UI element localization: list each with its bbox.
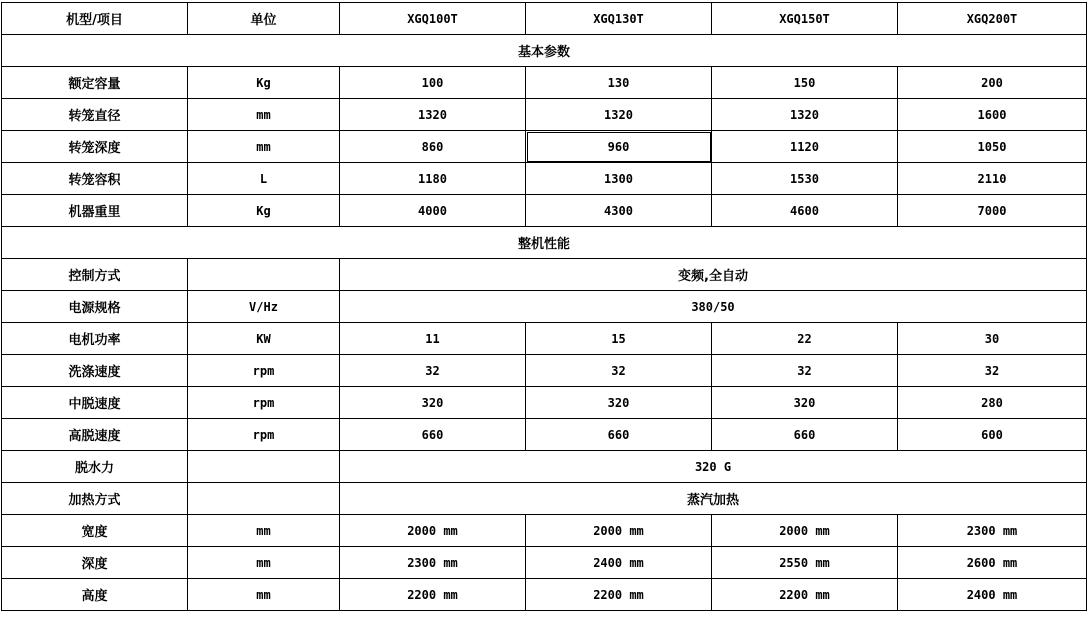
cell-value[interactable]: 660 [712,419,898,451]
table-row [2,195,1087,227]
selected-cell[interactable]: 960 [526,131,712,163]
row-label[interactable]: 脱水力 [2,451,188,483]
row-label[interactable]: 转笼直径 [2,99,188,131]
row-unit[interactable] [188,451,340,483]
merged-value[interactable]: 蒸汽加热 [340,483,1087,515]
table-row [2,515,1087,547]
cell-value[interactable]: 2000 mm [526,515,712,547]
cell-value[interactable]: 2200 mm [526,579,712,611]
cell-value[interactable]: 1320 [340,99,526,131]
cell-value[interactable]: 1600 [898,99,1087,131]
row-unit[interactable]: mm [188,515,340,547]
cell-value[interactable]: 2300 mm [340,547,526,579]
cell-value[interactable]: 320 [340,387,526,419]
header-model[interactable]: XGQ100T [340,3,526,35]
table-row [2,419,1087,451]
table-row [2,291,1087,323]
header-model[interactable]: XGQ150T [712,3,898,35]
row-label[interactable]: 高度 [2,579,188,611]
row-label[interactable]: 额定容量 [2,67,188,99]
row-unit[interactable]: KW [188,323,340,355]
cell-value[interactable]: 2200 mm [340,579,526,611]
section-row [2,35,1087,67]
table-row [2,579,1087,611]
row-unit[interactable] [188,483,340,515]
cell-value[interactable]: 32 [712,355,898,387]
merged-value[interactable]: 380/50 [340,291,1087,323]
cell-value[interactable]: 2000 mm [340,515,526,547]
row-label[interactable]: 转笼容积 [2,163,188,195]
header-item[interactable]: 机型/项目 [2,3,188,35]
row-unit[interactable]: rpm [188,387,340,419]
table-row [2,547,1087,579]
cell-value[interactable]: 4000 [340,195,526,227]
cell-value[interactable]: 600 [898,419,1087,451]
spec-table [1,2,1087,611]
row-unit[interactable]: mm [188,547,340,579]
cell-value[interactable]: 100 [340,67,526,99]
section-row [2,227,1087,259]
cell-value[interactable]: 4300 [526,195,712,227]
table-row [2,323,1087,355]
row-label[interactable]: 高脱速度 [2,419,188,451]
row-unit[interactable]: rpm [188,355,340,387]
cell-value[interactable]: 32 [898,355,1087,387]
cell-value[interactable]: 860 [340,131,526,163]
cell-value[interactable]: 2550 mm [712,547,898,579]
merged-value[interactable]: 320 G [340,451,1087,483]
row-label[interactable]: 宽度 [2,515,188,547]
row-unit[interactable]: rpm [188,419,340,451]
cell-value[interactable]: 280 [898,387,1087,419]
table-row [2,387,1087,419]
row-label[interactable]: 电源规格 [2,291,188,323]
row-unit[interactable]: mm [188,99,340,131]
cell-value[interactable]: 7000 [898,195,1087,227]
cell-value[interactable]: 22 [712,323,898,355]
cell-value[interactable]: 1530 [712,163,898,195]
table-row [2,451,1087,483]
table-row [2,259,1087,291]
cell-value[interactable]: 32 [526,355,712,387]
cell-value[interactable]: 4600 [712,195,898,227]
cell-value[interactable]: 320 [526,387,712,419]
cell-value[interactable]: 2400 mm [898,579,1087,611]
row-label[interactable]: 电机功率 [2,323,188,355]
section-title-performance[interactable]: 整机性能 [2,227,1087,259]
merged-value[interactable]: 变频,全自动 [340,259,1087,291]
row-label[interactable]: 洗涤速度 [2,355,188,387]
row-unit[interactable]: Kg [188,67,340,99]
cell-value[interactable]: 15 [526,323,712,355]
row-unit[interactable]: L [188,163,340,195]
row-unit[interactable]: mm [188,579,340,611]
row-unit[interactable]: V/Hz [188,291,340,323]
cell-value[interactable]: 320 [712,387,898,419]
row-unit[interactable]: Kg [188,195,340,227]
cell-value[interactable]: 1050 [898,131,1087,163]
table-row [2,131,1087,163]
cell-value[interactable]: 1320 [712,99,898,131]
table-row [2,67,1087,99]
row-label[interactable]: 机器重里 [2,195,188,227]
row-label[interactable]: 转笼深度 [2,131,188,163]
header-model[interactable]: XGQ130T [526,3,712,35]
cell-value[interactable]: 2400 mm [526,547,712,579]
cell-value[interactable]: 30 [898,323,1087,355]
cell-value[interactable]: 660 [526,419,712,451]
cell-value[interactable]: 1300 [526,163,712,195]
table-row [2,483,1087,515]
cell-value[interactable]: 1180 [340,163,526,195]
row-unit[interactable]: mm [188,131,340,163]
row-unit[interactable] [188,259,340,291]
cell-value[interactable]: 200 [898,67,1087,99]
header-row [2,3,1087,35]
cell-value[interactable]: 2110 [898,163,1087,195]
row-label[interactable]: 控制方式 [2,259,188,291]
cell-value[interactable]: 130 [526,67,712,99]
section-title-basic[interactable]: 基本参数 [2,35,1087,67]
row-label[interactable]: 中脱速度 [2,387,188,419]
row-label[interactable]: 加热方式 [2,483,188,515]
table-row [2,163,1087,195]
cell-value[interactable]: 150 [712,67,898,99]
table-row [2,355,1087,387]
cell-value[interactable]: 11 [340,323,526,355]
cell-value[interactable]: 2200 mm [712,579,898,611]
cell-value[interactable]: 660 [340,419,526,451]
cell-value[interactable]: 32 [340,355,526,387]
header-model[interactable]: XGQ200T [898,3,1087,35]
cell-value[interactable]: 2000 mm [712,515,898,547]
header-unit[interactable]: 单位 [188,3,340,35]
table-row [2,99,1087,131]
cell-value[interactable]: 1320 [526,99,712,131]
cell-value[interactable]: 1120 [712,131,898,163]
row-label[interactable]: 深度 [2,547,188,579]
cell-value[interactable]: 2600 mm [898,547,1087,579]
cell-value[interactable]: 2300 mm [898,515,1087,547]
